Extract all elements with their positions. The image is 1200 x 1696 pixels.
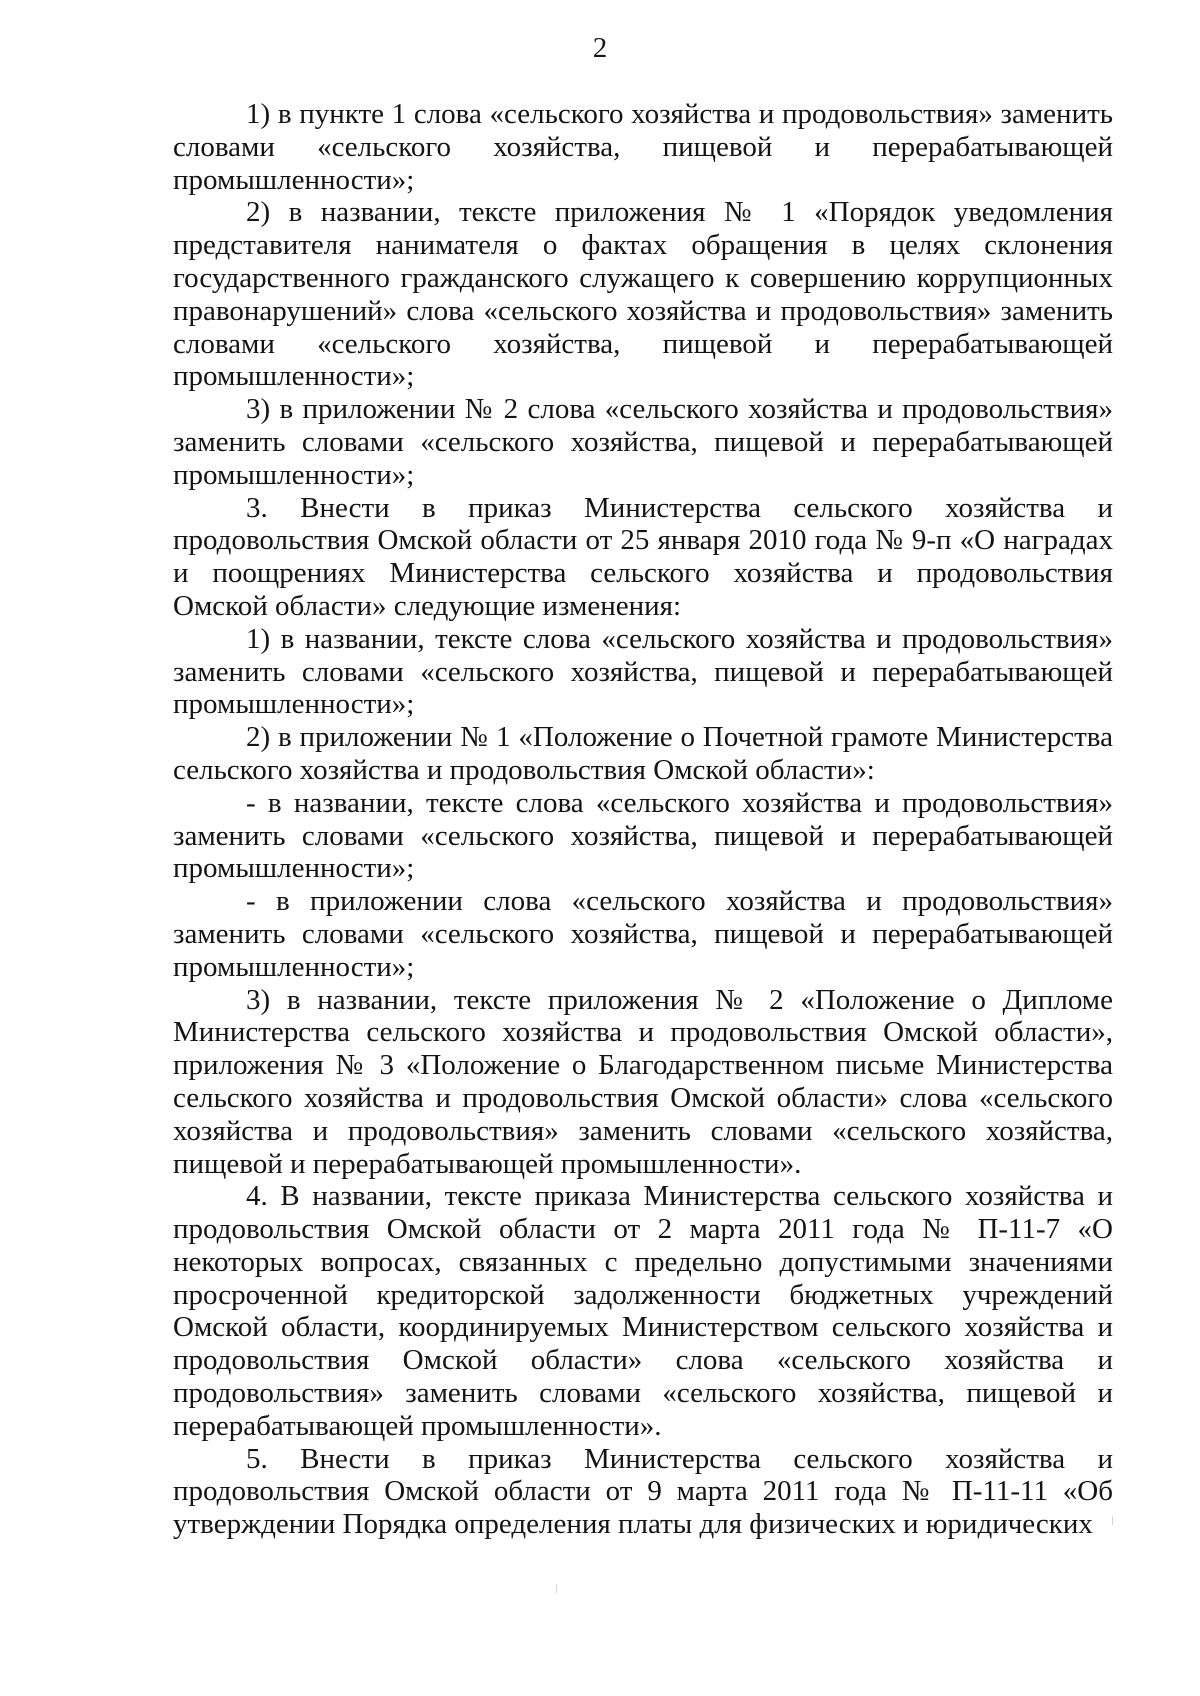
scan-artifact — [1112, 1516, 1113, 1525]
paragraph-4: 3. Внести в приказ Министерства сельского хозяйства и продовольствия Омской области от 25 января 2010 года № 9-п «О наградах и поощрениях Министерства сельского хозяйства и продовольствия Омской области» следующие изменения: — [173, 491, 1113, 622]
page-number: 2 — [592, 32, 608, 64]
paragraph-8: - в приложении слова «сельского хозяйства и продовольствия» заменить словами «сельского хозяйства, пищевой и перерабатывающей промышленности»; — [173, 885, 1113, 983]
paragraph-6: 2) в приложении № 1 «Положение о Почетной грамоте Министерства сельского хозяйства и продовольствия Омской области»: — [173, 721, 1113, 786]
paragraph-10: 4. В названии, тексте приказа Министерства сельского хозяйства и продовольствия Омской области от 2 марта 2011 года № П-11-7 «О некоторых вопросах, связанных с предельно допустимыми значениями просроченной кредиторской задолженности бюджетных учреждений Омской области, координируемых Министерством сельского хозяйства и продовольствия Омской области» слова «сельского хозяйства и продовольствия» заменить словами «сельского хозяйства, пищевой и перерабатывающей промышленности». — [173, 1180, 1113, 1442]
paragraph-9: 3) в названии, тексте приложения № 2 «Положение о Дипломе Министерства сельского хозяйства и продовольствия Омской области», приложения № 3 «Положение о Благодарственном письме Министерства сельского хозяйства и продовольствия Омской области» слова «сельского хозяйства и продовольствия» заменить словами «сельского хозяйства, пищевой и перерабатывающей промышленности». — [173, 983, 1113, 1180]
paragraph-1: 1) в пункте 1 слова «сельского хозяйства и продовольствия» заменить словами «сельского хозяйства, пищевой и перерабатывающей промышленности»; — [173, 98, 1113, 196]
paragraph-5: 1) в названии, тексте слова «сельского хозяйства и продовольствия» заменить словами «сельского хозяйства, пищевой и перерабатывающей промышленности»; — [173, 622, 1113, 721]
paragraph-11: 5. Внести в приказ Министерства сельского хозяйства и продовольствия Омской области от 9 марта 2011 года № П-11-11 «Об утверждении Порядка определения платы для физических и юридических — [173, 1442, 1113, 1541]
paragraph-7: - в названии, тексте слова «сельского хозяйства и продовольствия» заменить словами «сельского хозяйства, пищевой и перерабатывающей промышленности»; — [173, 786, 1113, 885]
document-body — [173, 98, 1113, 1541]
paragraph-2: 2) в названии, тексте приложения № 1 «Порядок уведомления представителя нанимателя о фактах обращения в целях склонения государственного гражданского служащего к совершению коррупционных правонарушений» слова «сельского хозяйства и продовольствия» заменить словами «сельского хозяйства, пищевой и перерабатывающей промышленности»; — [173, 196, 1113, 393]
scan-artifact — [556, 1584, 557, 1593]
paragraph-3: 3) в приложении № 2 слова «сельского хозяйства и продовольствия» заменить словами «сельского хозяйства, пищевой и перерабатывающей промышленности»; — [173, 393, 1113, 491]
